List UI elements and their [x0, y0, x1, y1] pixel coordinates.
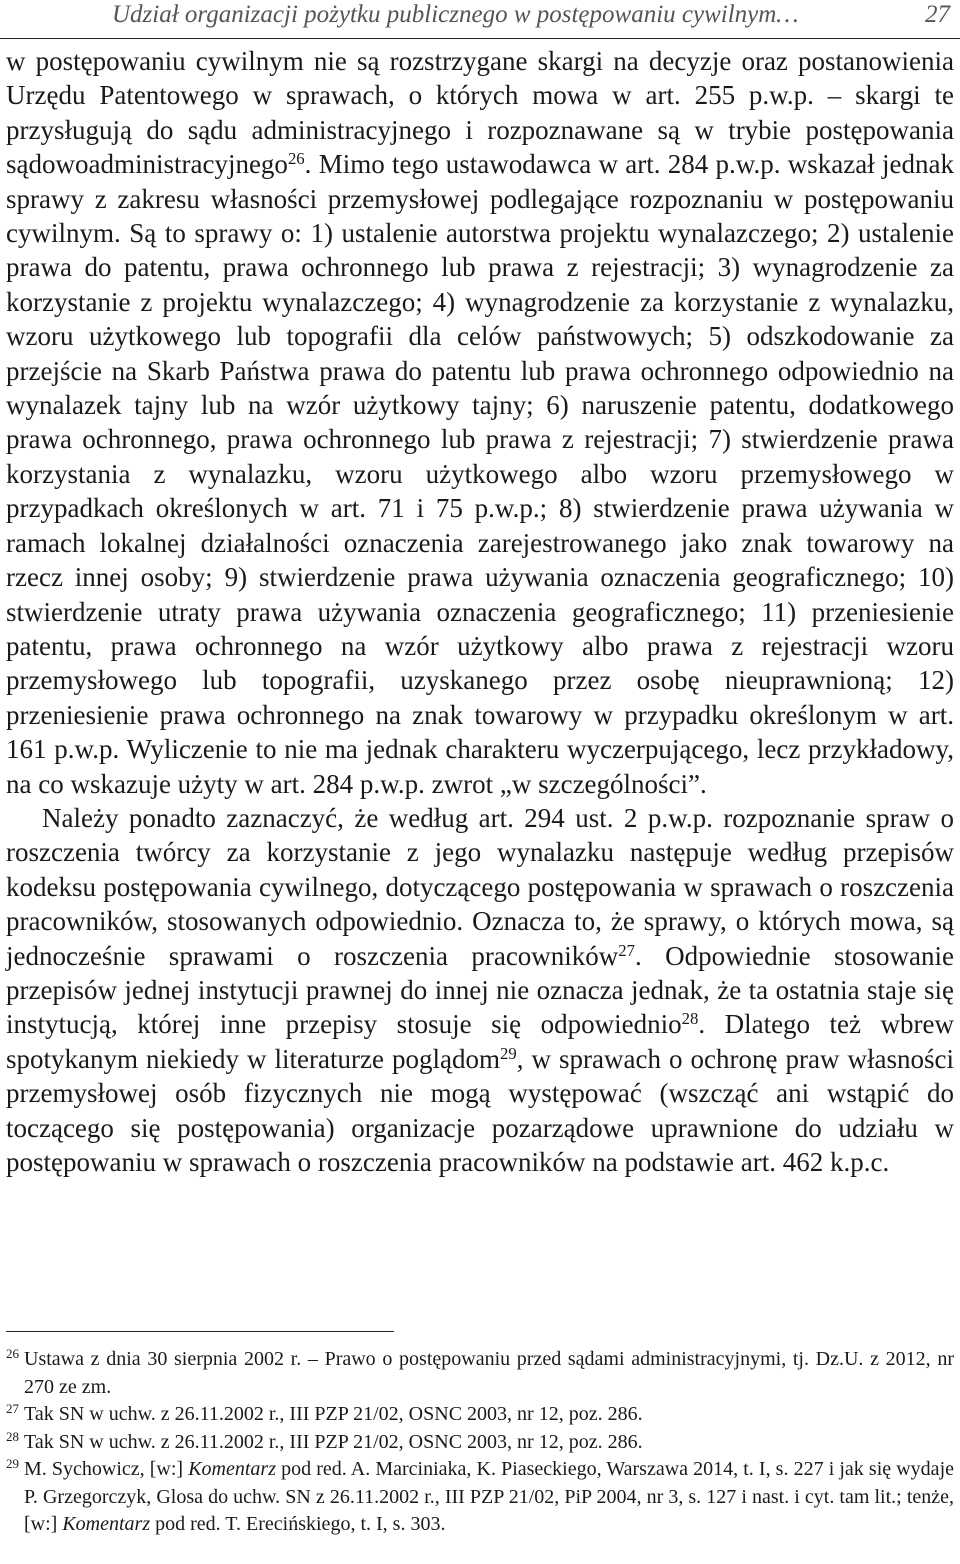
- footnote-text: Tak SN w uchw. z 26.11.2002 r., III PZP 21/02, OSNC 2003, nr 12, poz. 286.: [24, 1403, 643, 1425]
- footnote-text-run: pod red. T. Erecińskiego, t. I, s. 303.: [150, 1513, 446, 1535]
- text-run: . Mimo tego ustawodawca w art. 284 p.w.p. wskazał jednak sprawy z zakresu własności przemysłowej podlegające rozpoznaniu w postępowaniu cywilnym. Są to sprawy o: 1) ustalenie autorstwa projektu wynalazczego; 2) ustalenie prawa do patentu, prawa ochronnego lub prawa z rejestracji; 3) wynagrodzenie za korzystanie z projektu wynalazczego; 4) wynagrodzenie za korzystanie z wynalazku, wzoru użytkowego lub topografii dla celów państwowych; 5) odszkodowanie za przejście na Skarb Państwa prawa do patentu lub prawa ochronnego odpowiednio na wynalazek tajny lub na wzór użytkowy tajny; 6) naruszenie patentu, dodatkowego prawa ochronnego, prawa ochronnego lub prawa z rejestracji; 7) stwierdzenie prawa korzystania z wynalazku, wzoru użytkowego albo wzoru przemysłowego w przypadkach określonych w art. 71 i 75 p.w.p.; 8) stwierdzenie prawa używania w ramach lokalnej działalności oznaczenia zarejestrowanego jako znak towarowy na rzecz innej osoby; 9) stwierdzenie prawa używania oznaczenia geograficznego; 10) stwierdzenie utraty prawa używania oznaczenia geograficznego; 11) przeniesienie patentu, prawa ochronnego na wzór użytkowy albo prawa z rejestracji wzoru przemysłowego lub topografii, uzyskanego przez osobę nieuprawnioną; 12) przeniesienie prawa ochronnego na znak towarowy w przypadku określonym w art. 161 p.w.p. Wyliczenie to nie ma jednak charakteru wyczerpującego, lecz przykładowy, na co wskazuje użyty w art. 284 p.w.p. zwrot „w szczególności”.: [6, 149, 954, 799]
- footnote-text: Ustawa z dnia 30 sierpnia 2002 r. – Prawo o postępowaniu przed sądami administracyjnymi, tj. Dz.U. z 2012, nr 270 ze zm.: [24, 1348, 954, 1398]
- text-run: . Odpowiednie stosowanie przepisów jednej instytucji prawnej do innej nie oznacza jednak, że ta ostatnia staje się instytucją, której inne przepisy stosuje się odpowiednio: [6, 940, 954, 1040]
- paragraph-2: [6, 801, 954, 1179]
- footnote-text-run: M. Sychowicz, [w:]: [24, 1458, 189, 1480]
- page-number: 27: [925, 1, 950, 28]
- paragraph-1: [6, 44, 954, 801]
- footnote-ref-27[interactable]: 27: [618, 940, 636, 960]
- text-run: . Dlatego też wbrew spotykanym niekiedy w literaturze poglądom: [6, 1009, 954, 1074]
- text-run: Należy ponadto zaznaczyć, że według art. 294 ust. 2 p.w.p. rozpoznanie spraw o roszczenia twórcy za korzystanie z jego wynalazku następuje według przepisów kodeksu postępowania cywilnego, dotyczącego postępowania w sprawach o roszczenia pracowników, stosowanych odpowiednio. Oznacza to, że sprawy, o których mowa, są jednocześnie sprawami o roszczenia pracowników: [6, 802, 954, 971]
- footnote-text: Tak SN w uchw. z 26.11.2002 r., III PZP 21/02, OSNC 2003, nr 12, poz. 286.: [24, 1430, 643, 1453]
- footnote-number: 26: [6, 1346, 19, 1361]
- footnote-divider: [6, 1331, 394, 1332]
- main-text: [6, 44, 954, 1179]
- footnote-28: [6, 1429, 954, 1457]
- footnote-26: [6, 1346, 954, 1401]
- footnote-text-run: pod red. A. Marciniaka, K. Piaseckiego, Warszawa 2014, t. I, s. 227 i jak się wydaje P. Grzegorczyk, Glosa do uchw. SN z 26.11.2002 r., III PZP 21/02, PiP 2004, nr 3, s. 127 i nast. i cyt. tam lit.; tenże, [w:]: [24, 1458, 954, 1535]
- text-run: , w sprawach o ochronę praw własności przemysłowej osób fizycznych nie mogą występować (wszcząć ani wstąpić do toczącego się postępowania) organizacje pozarządowe uprawnione do udziału w postępowaniu w sprawach o roszczenia pracowników na podstawie art. 462 k.p.c.: [6, 1043, 954, 1177]
- footnote-italic-title: Komentarz: [62, 1513, 151, 1535]
- footnote-number: 27: [6, 1401, 19, 1416]
- footnote-number: 28: [6, 1428, 19, 1444]
- text-run: w postępowaniu cywilnym nie są rozstrzygane skargi na decyzje oraz postanowienia Urzędu Patentowego w sprawach, o których mowa w art. 255 p.w.p. – skargi te przysługują do sądu administracyjnego i rozpoznawane są w trybie postępowania sądowoadministracyjnego: [6, 46, 954, 180]
- footnote-number: 29: [6, 1456, 19, 1471]
- footnote-27: [6, 1401, 954, 1429]
- footnote-italic-title: Komentarz: [188, 1458, 276, 1480]
- footnotes: [6, 1346, 954, 1539]
- footnote-ref-29[interactable]: 29: [499, 1043, 517, 1063]
- running-header-title: Udział organizacji pożytku publicznego w postępowaniu cywilnym…: [112, 1, 799, 28]
- footnote-ref-26[interactable]: 26: [287, 149, 305, 169]
- running-header: [0, 0, 960, 39]
- footnote-ref-28[interactable]: 28: [681, 1009, 699, 1029]
- footnote-29: [6, 1456, 954, 1539]
